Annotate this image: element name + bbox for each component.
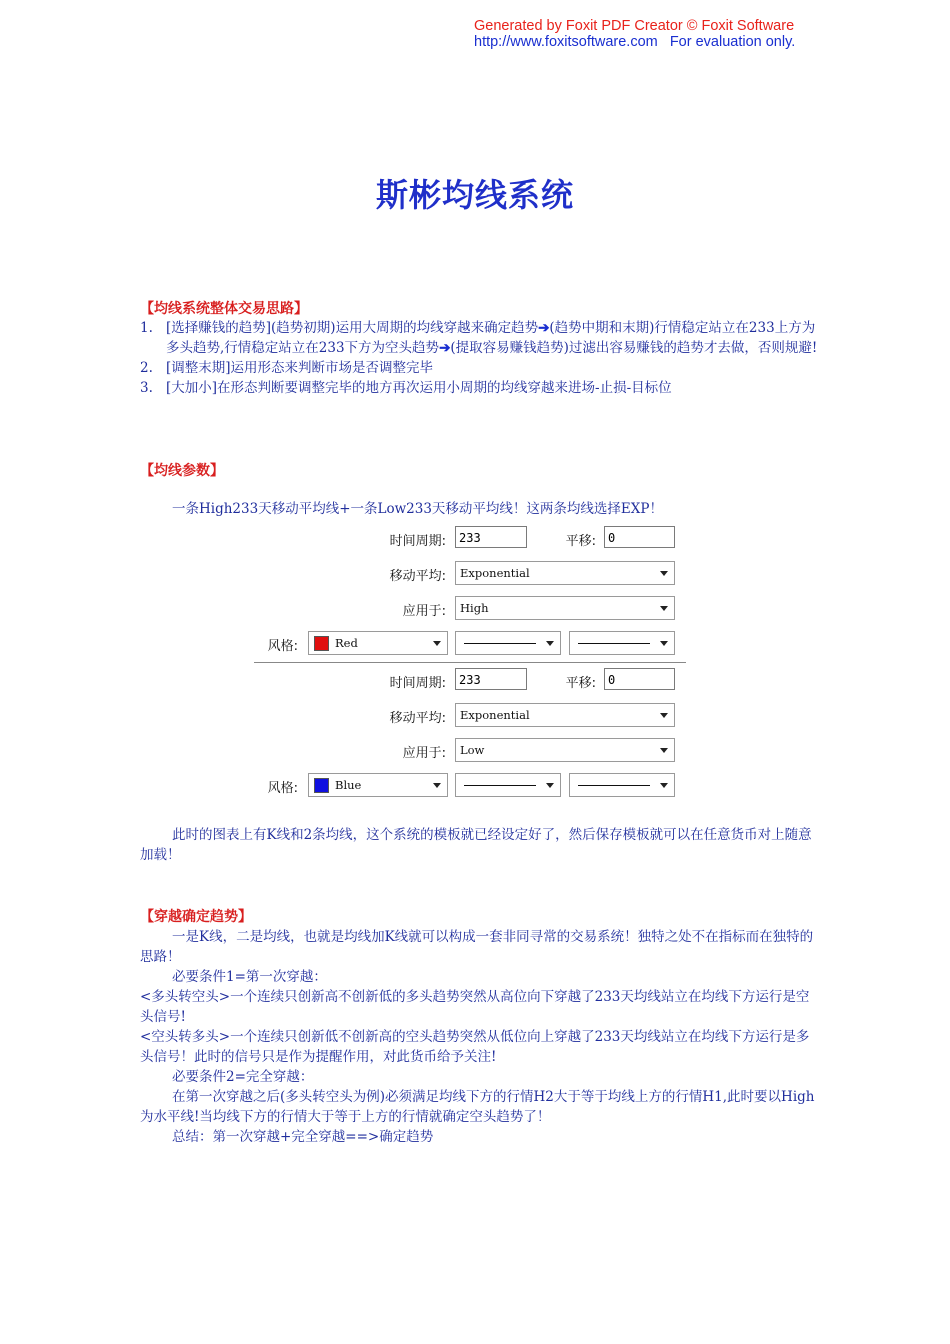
ma-method-value: Exponential — [460, 566, 530, 580]
paragraph: <多头转空头>一个连续只创新高不创新低的多头趋势突然从高位向下穿越了233天均线站立在均线下方运行是空头信号! — [140, 989, 810, 1025]
list-item — [140, 378, 820, 398]
watermark-line-2: http://www.foxitsoftware.com For evaluation only. — [474, 34, 796, 50]
line-style-preview — [464, 643, 536, 644]
ma-params-outro: 此时的图表上有K线和2条均线，这个系统的模板就已经设定好了，然后保存模板就可以在任意货币对上随意加载！ — [140, 827, 812, 863]
color-select[interactable] — [308, 773, 448, 797]
line-style-select[interactable] — [455, 631, 561, 655]
apply-to-label: 应用于: — [402, 746, 446, 761]
chevron-down-icon — [660, 571, 668, 576]
list-text: [大加小]在形态判断要调整完毕的地方再次运用小周期的均线穿越来进场-止损-目标位 — [166, 380, 672, 396]
ma-method-select[interactable] — [455, 703, 675, 727]
paragraph: 一是K线，二是均线，也就是均线加K线就可以构成一套非同寻常的交易系统！独特之处不在指标而在独特的思路！ — [140, 929, 814, 965]
paragraph: 必要条件1=第一次穿越： — [172, 969, 327, 985]
watermark-line-1: Generated by Foxit PDF Creator © Foxit Software — [474, 18, 795, 34]
chevron-down-icon — [660, 783, 668, 788]
line-style-select[interactable] — [455, 773, 561, 797]
shift-input[interactable]: 0 — [604, 526, 675, 548]
shift-label: 平移: — [565, 534, 596, 549]
list-text: [选择赚钱的趋势](趋势初期)运用大周期的均线穿越来确定趋势 — [166, 320, 539, 336]
color-swatch — [314, 636, 329, 651]
section-heading-crossover: 【穿越确定趋势】 — [140, 909, 252, 925]
right-arrow-icon: ➔ — [538, 320, 550, 336]
chevron-down-icon — [660, 641, 668, 646]
ma-method-row — [254, 703, 686, 727]
crossover-body — [140, 927, 820, 1147]
chevron-down-icon — [546, 641, 554, 646]
chevron-down-icon — [660, 748, 668, 753]
color-value: Blue — [335, 778, 362, 792]
ma-method-label: 移动平均: — [389, 569, 446, 584]
paragraph: 必要条件2=完全穿越： — [172, 1069, 314, 1085]
chevron-down-icon — [433, 783, 441, 788]
evaluation-watermark — [474, 18, 854, 50]
color-swatch — [314, 778, 329, 793]
apply-to-select[interactable] — [455, 596, 675, 620]
line-width-select[interactable] — [569, 631, 675, 655]
list-item — [140, 358, 820, 378]
style-label: 风格: — [267, 781, 298, 796]
line-width-preview — [578, 643, 650, 644]
style-row — [254, 631, 686, 655]
style-row — [254, 773, 686, 797]
period-input[interactable]: 233 — [455, 668, 527, 690]
period-input[interactable]: 233 — [455, 526, 527, 548]
period-label: 时间周期: — [389, 676, 446, 691]
shift-input[interactable]: 0 — [604, 668, 675, 690]
list-item — [140, 318, 820, 358]
chevron-down-icon — [433, 641, 441, 646]
ma-method-label: 移动平均: — [389, 711, 446, 726]
color-select[interactable] — [308, 631, 448, 655]
document-title: 斯彬均线系统 — [375, 176, 574, 214]
list-text: (提取容易赚钱趋势)过滤出容易赚钱的趋势才去做，否则规避! — [450, 340, 818, 356]
color-value: Red — [335, 636, 358, 650]
trading-steps-list — [140, 318, 820, 398]
line-width-select[interactable] — [569, 773, 675, 797]
section-heading-ma-params: 【均线参数】 — [140, 463, 224, 479]
ma-method-select[interactable] — [455, 561, 675, 585]
list-number: 3. — [140, 380, 153, 396]
paragraph: 在第一次穿越之后(多头转空头为例)必须满足均线下方的行情H2大于等于均线上方的行情H1,此时要以High为水平线!当均线下方的行情大于等于上方的行情就确定空头趋势了！ — [140, 1089, 815, 1125]
period-row — [254, 668, 686, 692]
apply-to-value: Low — [460, 743, 485, 757]
ma-method-row — [254, 561, 686, 585]
list-text: (趋势中期和末期)行情稳定站立在233上方为多头趋势,行情稳定站立在233下方为空头趋势 — [166, 320, 816, 356]
shift-label: 平移: — [565, 676, 596, 691]
panel-divider — [254, 662, 686, 664]
apply-to-row — [254, 738, 686, 762]
chevron-down-icon — [546, 783, 554, 788]
period-row — [254, 526, 686, 550]
line-width-preview — [578, 785, 650, 786]
paragraph: 总结：第一次穿越+完全穿越==>确定趋势 — [172, 1129, 434, 1145]
chevron-down-icon — [660, 713, 668, 718]
apply-to-value: High — [460, 601, 489, 615]
line-style-preview — [464, 785, 536, 786]
chevron-down-icon — [660, 606, 668, 611]
period-label: 时间周期: — [389, 534, 446, 549]
section-heading-trading-idea: 【均线系统整体交易思路】 — [140, 301, 308, 317]
right-arrow-icon: ➔ — [439, 340, 451, 356]
ma-params-intro: 一条High233天移动平均线+一条Low233天移动平均线！这两条均线选择EXP！ — [172, 501, 663, 517]
paragraph: <空头转多头>一个连续只创新低不创新高的空头趋势突然从低位向上穿越了233天均线站立在均线下方运行是多头信号！此时的信号只是作为提醒作用，对此货币给予关注! — [140, 1029, 810, 1065]
list-number: 1. — [140, 320, 153, 336]
ma-method-value: Exponential — [460, 708, 530, 722]
apply-to-select[interactable] — [455, 738, 675, 762]
apply-to-label: 应用于: — [402, 604, 446, 619]
ma-settings-dialog — [254, 520, 686, 810]
apply-to-row — [254, 596, 686, 620]
style-label: 风格: — [267, 639, 298, 654]
list-text: [调整末期]运用形态来判断市场是否调整完毕 — [166, 360, 434, 376]
list-number: 2. — [140, 360, 153, 376]
